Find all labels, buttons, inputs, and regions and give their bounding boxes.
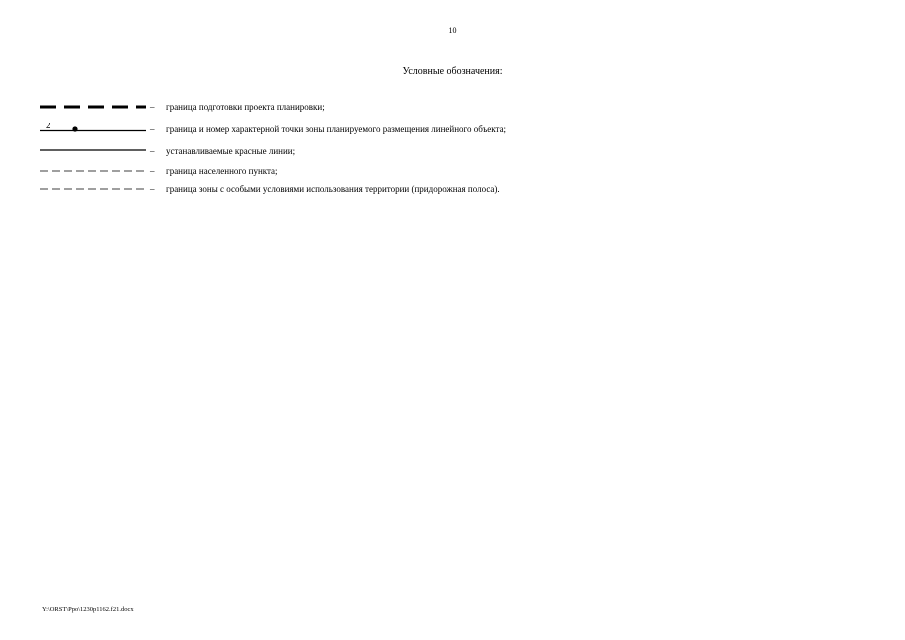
legend-item-planning-boundary: [40, 101, 860, 113]
solid-line-symbol: [40, 145, 146, 157]
legend-description: граница подготовки проекта планировки;: [166, 102, 325, 112]
legend-description: устанавливаемые красные линии;: [166, 146, 296, 156]
legend-item-settlement-boundary: [40, 165, 860, 177]
document-file-path: Y:\ORST\Ppo\1230p1162.f21.docx: [42, 606, 134, 613]
legend-description: граница и номер характерной точки зоны планируемого размещения линейного объекта;: [166, 124, 507, 134]
legend-separator: –: [150, 166, 155, 176]
legend-item-linear-object-zone: [40, 123, 860, 135]
legend-separator: –: [150, 102, 155, 112]
thin-dashed-line-symbol: [40, 183, 146, 195]
page-number: 10: [448, 26, 457, 35]
legend-separator: –: [150, 146, 155, 156]
legend-description: граница зоны с особыми условиями использования территории (придорожная полоса).: [166, 184, 500, 194]
characteristic-point-icon: [72, 126, 77, 131]
legend-item-roadside-zone: [40, 183, 860, 195]
point-number-label: 2: [46, 123, 51, 130]
legend-separator: –: [150, 124, 155, 134]
solid-line-with-point-symbol: [40, 123, 146, 135]
thick-dashed-line-symbol: [40, 101, 146, 113]
legend-title: Условные обозначения:: [402, 66, 503, 77]
legend-separator: –: [150, 184, 155, 194]
legend-item-red-lines: [40, 145, 860, 157]
thin-dashed-line-symbol: [40, 165, 146, 177]
legend-description: граница населенного пункта;: [166, 166, 278, 176]
